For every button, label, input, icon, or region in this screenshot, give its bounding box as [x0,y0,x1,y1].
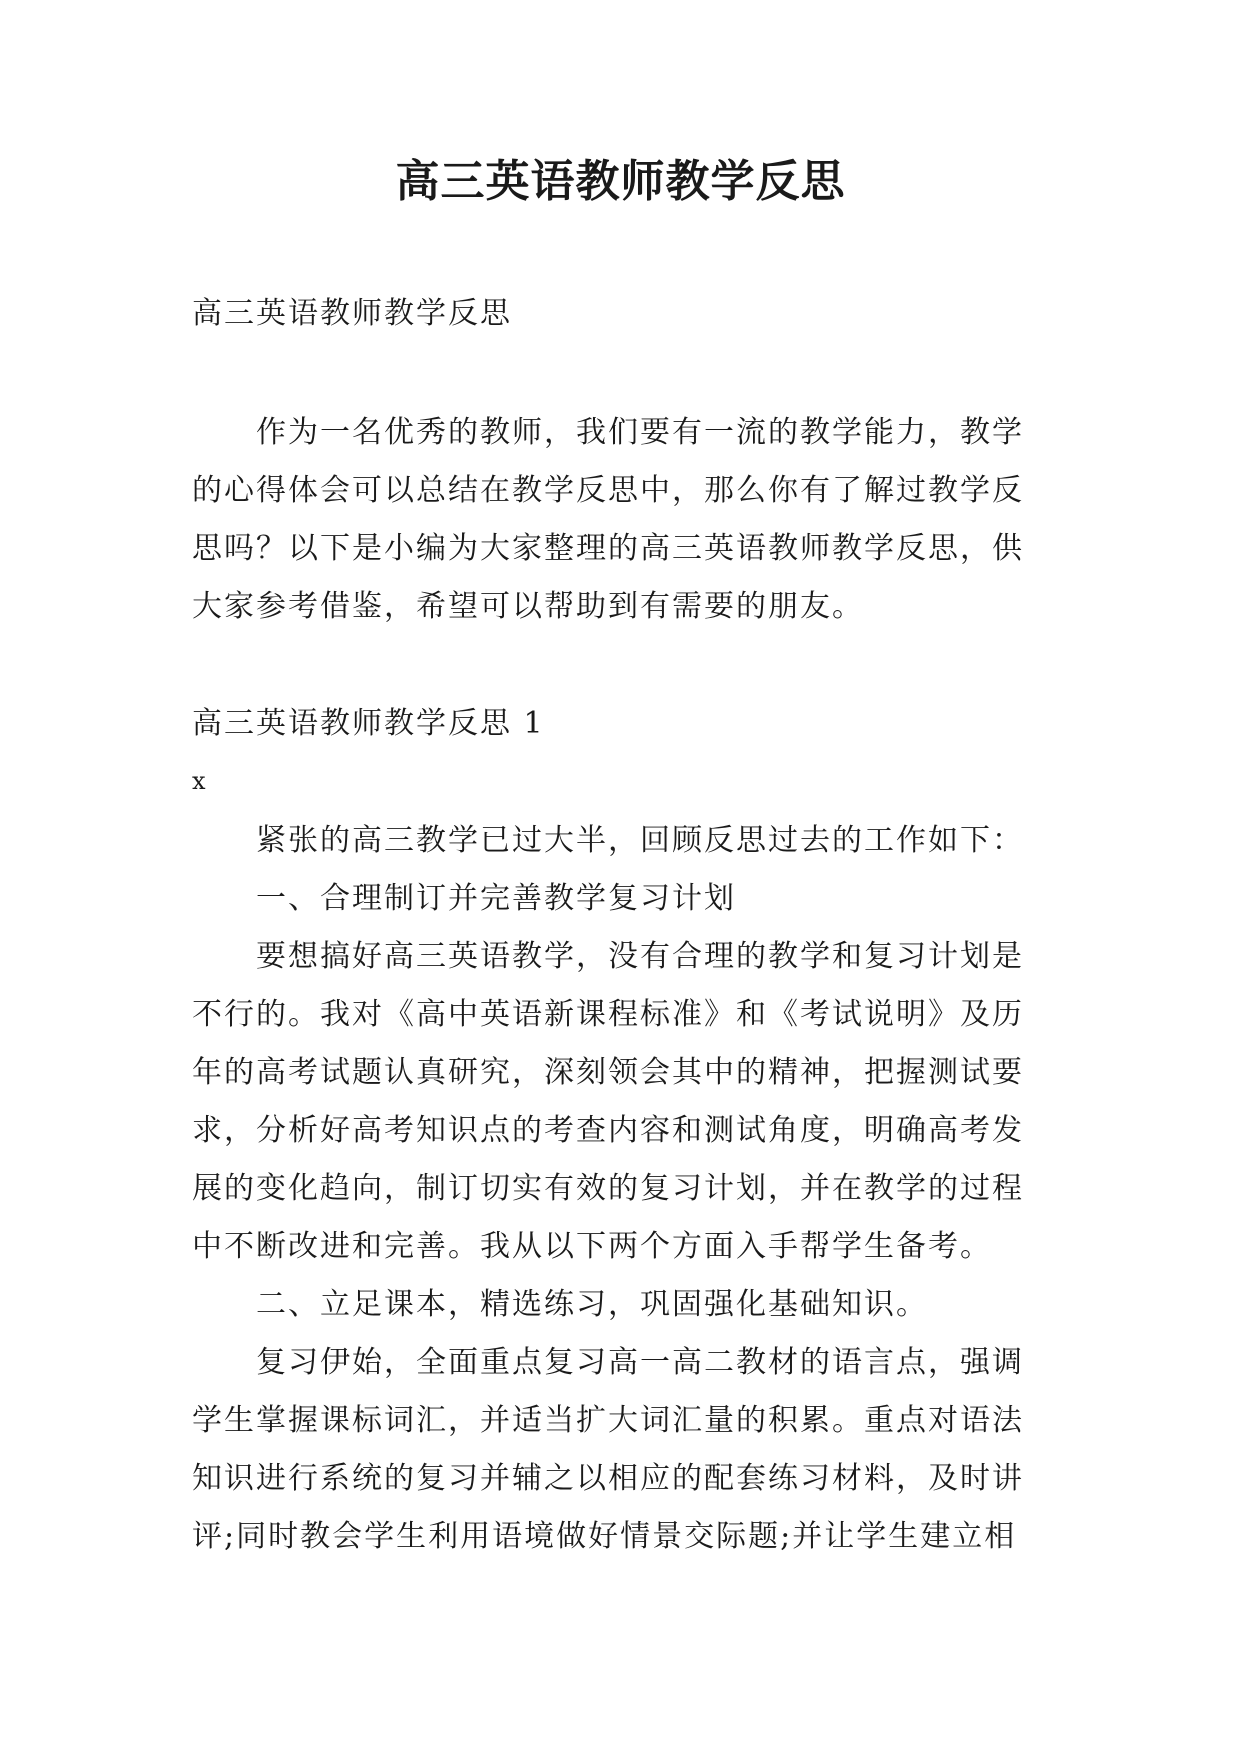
paragraph-3: 复习伊始，全面重点复习高一高二教材的语言点，强调学生掌握课标词汇，并适当扩大词汇量的积累。重点对语法知识进行系统的复习并辅之以相应的配套练习材料，及时讲评;同时教会学生利用语境做好情景交际题;并让学生建立相 [192,1345,1024,1554]
heading-1: 一、合理制订并完善教学复习计划 [256,881,736,916]
intro-paragraph: 作为一名优秀的教师，我们要有一流的教学能力，教学的心得体会可以总结在教学反思中，那么你有了解过教学反思吗？以下是小编为大家整理的高三英语教师教学反思，供大家参考借鉴，希望可以帮助到有需要的朋友。 [192,415,1024,624]
heading-2: 二、立足课本，精选练习，巩固强化基础知识。 [256,1287,928,1322]
paragraph-1: 紧张的高三教学已过大半，回顾反思过去的工作如下： [256,823,1024,858]
section-title: 高三英语教师教学反思 1 [192,706,545,741]
paragraph-2: 要想搞好高三英语教学，没有合理的教学和复习计划是不行的。我对《高中英语新课程标准》和《考试说明》及历年的高考试题认真研究，深刻领会其中的精神，把握测试要求，分析好高考知识点的考查内容和测试角度，明确高考发展的变化趋向，制订切实有效的复习计划，并在教学的过程中不断改进和完善。我从以下两个方面入手帮学生备考。 [192,939,1024,1264]
x-mark: x [192,767,206,795]
document-subtitle: 高三英语教师教学反思 [192,296,512,331]
body-text [192,812,1052,1566]
document-title: 高三英语教师教学反思 [395,156,846,207]
